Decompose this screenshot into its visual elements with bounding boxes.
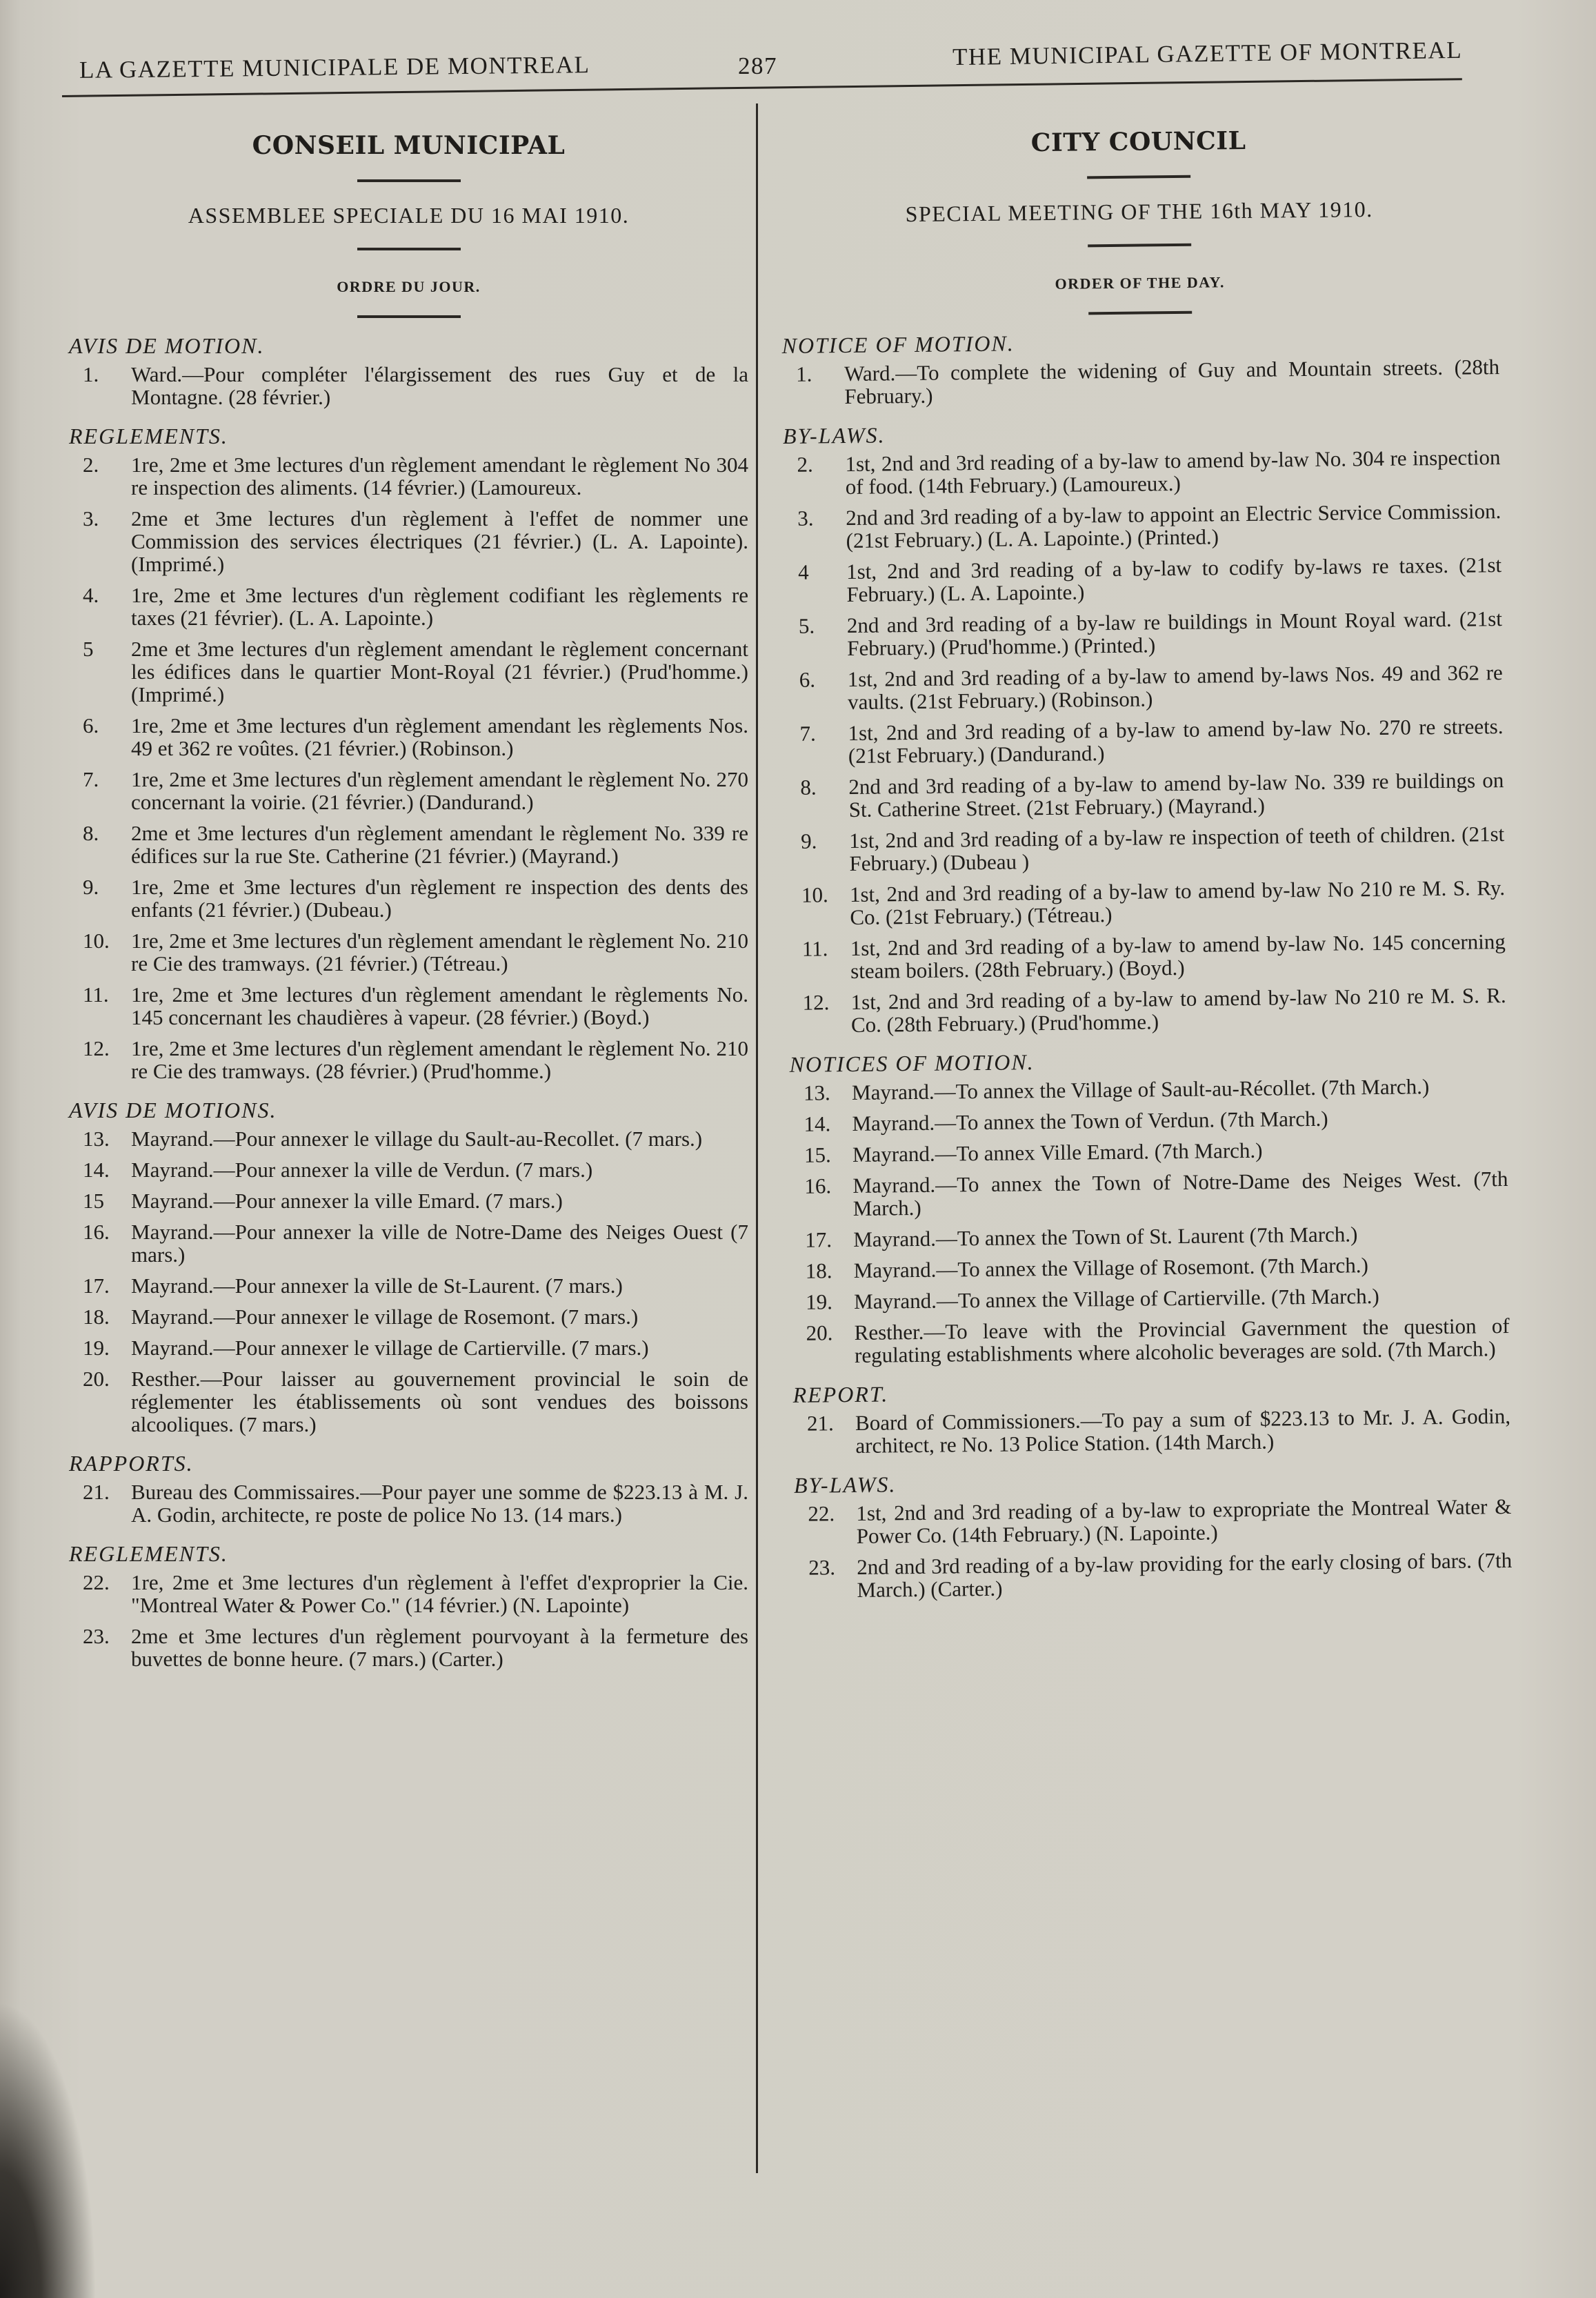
- section-heading: BY-LAWS.: [793, 1472, 897, 1498]
- section-heading: NOTICES OF MOTION.: [789, 1049, 1035, 1077]
- item-number: 7.: [83, 767, 99, 791]
- item-text: 1st, 2nd and 3rd reading of a by-law to codify by-laws re taxes. (21st February.) (L. A. Lapointe.): [846, 553, 1502, 607]
- item-text: Mayrand.—To annex Ville Emard. (7th March.): [852, 1138, 1263, 1167]
- title-rule: [1087, 175, 1190, 179]
- agenda-item: [792, 1314, 1510, 1367]
- item-text: Ward.—To complete the widening of Guy and Mountain streets. (28th February.): [844, 355, 1500, 409]
- item-text: 2me et 3me lectures d'un règlement amendant le règlement concernant les édifices dans le quartier Mont-Royal (21 février.) (Prud'homme.) (Imprimé.): [131, 637, 748, 706]
- item-text: Mayrand.—To annex the Town of St. Laurent (7th March.): [853, 1222, 1358, 1251]
- item-text: 1st, 2nd and 3rd reading of a by-law to amend by-law No. 145 concerning steam boilers. (28th February.) (Boyd.): [850, 929, 1506, 983]
- item-number: 10.: [83, 929, 110, 953]
- item-number: 18.: [83, 1305, 110, 1329]
- item-text: Resther.—To leave with the Provincial Gavernment the question of regulating establishments where alcoholic beverages are sold. (7th March.): [854, 1314, 1510, 1367]
- item-number: 16.: [83, 1220, 110, 1244]
- item-number: 20.: [806, 1320, 833, 1345]
- agenda-item: [790, 1105, 1507, 1136]
- header-english-title: THE MUNICIPAL GAZETTE OF MONTREAL: [952, 36, 1463, 71]
- agenda-item: [69, 1367, 748, 1436]
- agenda-item: [69, 1220, 748, 1266]
- section-heading: RAPPORTS.: [69, 1451, 194, 1476]
- item-number: 12.: [802, 990, 830, 1015]
- agenda-item: [788, 984, 1506, 1037]
- item-number: 4: [797, 559, 809, 584]
- section-heading: AVIS DE MOTIONS.: [69, 1098, 277, 1122]
- item-text: 1re, 2me et 3me lectures d'un règlement amendant le règlement No. 270 concernant la voirie. (21 février.) (Dandurand.): [131, 767, 748, 814]
- agenda-item: [795, 1549, 1513, 1602]
- agenda-item: [69, 584, 748, 629]
- section-heading: BY-LAWS.: [782, 422, 886, 448]
- agenda-item: [69, 1274, 748, 1297]
- item-number: 5.: [798, 613, 815, 638]
- item-number: 20.: [83, 1367, 110, 1391]
- item-text: Resther.—Pour laisser au gouvernement provincial le soin de réglementer les établissements où sont vendues des boissons alcooliques. (7 mars.): [131, 1367, 748, 1436]
- item-number: 22.: [83, 1570, 110, 1594]
- item-number: 16.: [804, 1173, 832, 1198]
- agenda-item: [792, 1252, 1509, 1282]
- agenda-item: [786, 661, 1504, 714]
- item-number: 11.: [801, 936, 828, 961]
- agenda-item: [69, 1127, 748, 1150]
- agenda-item: [69, 1037, 748, 1082]
- item-text: 2nd and 3rd reading of a by-law providing for the early closing of bars. (7th March.) (Carter.): [857, 1547, 1513, 1602]
- agenda-item: [69, 637, 748, 706]
- item-number: 6.: [83, 713, 99, 737]
- page-number: 287: [738, 52, 777, 79]
- item-text: Board of Commissioners.—To pay a sum of $223.13 to Mr. J. A. Godin, architect, re No. 13 Police Station. (14th March.): [855, 1404, 1511, 1458]
- item-text: 1st, 2nd and 3rd reading of a by-law re inspection of teeth of children. (21st February.) (Dubeau ): [849, 822, 1505, 875]
- subtitle-rule: [1088, 244, 1191, 248]
- item-text: 1re, 2me et 3me lectures d'un règlement amendant le règlements No. 145 concernant les chaudières à vapeur. (28 février.) (Boyd.): [131, 982, 748, 1029]
- agenda-item: [784, 553, 1502, 606]
- item-number: 8.: [83, 821, 99, 845]
- section-heading: REPORT.: [792, 1381, 889, 1407]
- item-number: 6.: [799, 667, 816, 692]
- agenda-item: [69, 1158, 748, 1181]
- title-rule: [357, 179, 461, 182]
- item-number: 5: [83, 637, 94, 661]
- item-number: 1.: [83, 362, 99, 386]
- item-text: 2nd and 3rd reading of a by-law re buildings in Mount Royal ward. (21st February.) (Prud'homme.) (Printed.): [846, 606, 1503, 661]
- item-number: 1.: [795, 361, 812, 386]
- item-text: Mayrand.—Pour annexer la ville de St-Laurent. (7 mars.): [131, 1274, 623, 1298]
- item-number: 22.: [808, 1501, 835, 1526]
- section-heading: NOTICE OF MOTION.: [781, 330, 1015, 358]
- agenda-item: [69, 929, 748, 975]
- item-text: 1re, 2me et 3me lectures d'un règlement amendant le règlement No 304 re inspection des aliments. (14 février.) (Lamoureux.: [131, 453, 748, 499]
- column-divider: [756, 103, 758, 2173]
- agenda-item: [69, 1336, 748, 1359]
- item-number: 13.: [803, 1080, 830, 1105]
- item-text: 2nd and 3rd reading of a by-law to appoint an Electric Service Commission. (21st February.) (L. A. Lapointe.) (Printed.): [846, 499, 1502, 553]
- item-number: 2.: [83, 453, 99, 477]
- item-text: Mayrand.—Pour annexer la ville de Notre-Dame des Neiges Ouest (7 mars.): [131, 1220, 748, 1267]
- item-text: 2nd and 3rd reading of a by-law to amend by-law No. 339 re buildings on St. Catherine Street. (21st February.) (Mayrand.): [848, 768, 1504, 822]
- agenda-item: [794, 1495, 1512, 1548]
- agenda-item: [786, 715, 1504, 768]
- item-text: Mayrand.—To annex the Village of Rosemont. (7th March.): [853, 1253, 1368, 1282]
- english-meeting-title: SPECIAL MEETING OF THE 16th MAY 1910.: [905, 196, 1373, 227]
- subtitle-rule: [357, 248, 461, 250]
- french-title: CONSEIL MUNICIPAL: [252, 131, 566, 160]
- agenda-item: [69, 507, 748, 575]
- item-text: 1st, 2nd and 3rd reading of a by-law to amend by-law No 210 re M. S. Ry. Co. (21st February.) (Tétreau.): [849, 875, 1506, 929]
- agenda-item: [790, 1167, 1508, 1220]
- agenda-item: [786, 769, 1504, 822]
- item-number: 23.: [83, 1624, 110, 1648]
- order-rule: [357, 315, 461, 318]
- item-text: Mayrand.—Pour annexer le village du Sault-au-Recollet. (7 mars.): [131, 1127, 703, 1151]
- item-number: 14.: [804, 1111, 831, 1136]
- agenda-item: [69, 1189, 748, 1212]
- item-number: 15: [83, 1189, 104, 1213]
- item-text: 1re, 2me et 3me lectures d'un règlement amendant le règlement No. 210 re Cie des tramways. (28 février.) (Prud'homme.): [131, 1036, 748, 1083]
- english-agenda: [781, 326, 1512, 1602]
- agenda-item: [791, 1221, 1508, 1251]
- agenda-item: [69, 768, 748, 813]
- item-text: Mayrand.—Pour annexer le village de Cartierville. (7 mars.): [131, 1336, 649, 1360]
- item-number: 17.: [83, 1274, 110, 1298]
- item-number: 21.: [806, 1411, 834, 1436]
- english-column: [779, 96, 1513, 1610]
- agenda-item: [787, 822, 1505, 875]
- item-number: 19.: [806, 1289, 833, 1314]
- item-number: 10.: [801, 882, 828, 907]
- item-text: Ward.—Pour compléter l'élargissement des rues Guy et de la Montagne. (28 février.): [131, 362, 748, 409]
- french-order-of-day: ORDRE DU JOUR.: [337, 278, 481, 295]
- binding-shadow: [0, 2001, 97, 2298]
- english-order-of-day: ORDER OF THE DAY.: [1055, 273, 1226, 293]
- agenda-item: [788, 876, 1506, 929]
- agenda-item: [793, 1405, 1511, 1458]
- item-text: Bureau des Commissaires.—Pour payer une somme de $223.13 à M. J. A. Godin, architecte, re poste de police No 13. (14 mars.): [131, 1480, 748, 1527]
- item-number: 13.: [83, 1127, 110, 1151]
- header-french-title: LA GAZETTE MUNICIPALE DE MONTREAL: [79, 51, 590, 83]
- item-text: 1re, 2me et 3me lectures d'un règlement amendant les règlements Nos. 49 et 362 re voûtes. (21 février.) (Robinson.): [131, 713, 748, 760]
- item-number: 3.: [83, 506, 99, 531]
- agenda-item: [792, 1283, 1509, 1314]
- item-number: 15.: [804, 1142, 831, 1167]
- item-text: 1re, 2me et 3me lectures d'un règlement à l'effet d'exproprier la Cie. "Montreal Water & Power Co." (14 février.) (N. Lapointe): [131, 1570, 748, 1617]
- item-number: 11.: [83, 982, 109, 1007]
- agenda-item: [782, 355, 1500, 408]
- item-number: 9.: [83, 875, 99, 899]
- agenda-item: [790, 1074, 1507, 1105]
- agenda-item: [785, 607, 1503, 660]
- item-text: Mayrand.—Pour annexer la ville Emard. (7 mars.): [131, 1189, 563, 1213]
- agenda-item: [69, 983, 748, 1029]
- item-text: 1st, 2nd and 3rd reading of a by-law to amend by-law No 210 re M. S. R. Co. (28th February.) (Prud'homme.): [850, 983, 1506, 1037]
- item-text: 1re, 2me et 3me lectures d'un règlement codifiant les règlements re taxes (21 février). (L. A. Lapointe.): [131, 583, 748, 630]
- item-text: 2me et 3me lectures d'un règlement à l'effet de nommer une Commission des services électriques (21 février.) (L. A. Lapointe). (Imprimé.): [131, 506, 748, 576]
- item-number: 3.: [797, 506, 814, 531]
- item-text: 1re, 2me et 3me lectures d'un règlement re inspection des dents des enfants (21 février.) (Dubeau.): [131, 875, 748, 922]
- item-text: 1st, 2nd and 3rd reading of a by-law to amend by-law No. 270 re streets. (21st February.) (Dandurand.): [848, 714, 1504, 769]
- section-heading: REGLEMENTS.: [69, 1541, 228, 1566]
- item-number: 23.: [808, 1555, 836, 1580]
- agenda-item: [790, 1136, 1508, 1167]
- order-rule: [1088, 311, 1192, 315]
- item-number: 9.: [801, 829, 817, 853]
- item-text: Mayrand.—Pour annexer la ville de Verdun. (7 mars.): [131, 1158, 593, 1182]
- agenda-item: [788, 930, 1506, 983]
- item-text: 1st, 2nd and 3rd reading of a by-law to amend by-laws Nos. 49 and 362 re vaults. (21st February.) (Robinson.): [847, 660, 1503, 715]
- item-number: 2.: [797, 452, 813, 477]
- item-text: 2me et 3me lectures d'un règlement pourvoyant à la fermeture des buvettes de bonne heure. (7 mars.) (Carter.): [131, 1624, 748, 1671]
- item-text: 2me et 3me lectures d'un règlement amendant le règlement No. 339 re édifices sur la rue Ste. Catherine (21 février.) (Mayrand.): [131, 821, 748, 868]
- agenda-item: [783, 446, 1501, 499]
- agenda-item: [69, 1571, 748, 1616]
- section-heading: REGLEMENTS.: [69, 424, 228, 448]
- section-heading: AVIS DE MOTION.: [69, 333, 265, 358]
- item-text: Mayrand.—To annex the Town of Verdun. (7th March.): [852, 1106, 1328, 1136]
- item-number: 4.: [83, 583, 99, 607]
- agenda-item: [69, 1625, 748, 1670]
- agenda-item: [69, 453, 748, 499]
- item-text: 1st, 2nd and 3rd reading of a by-law to amend by-law No. 304 re inspection of food. (14th February.) (Lamoureux.): [845, 445, 1501, 499]
- agenda-item: [784, 499, 1502, 553]
- english-title: CITY COUNCIL: [1030, 126, 1246, 158]
- french-column: [69, 103, 748, 1678]
- item-number: 18.: [805, 1258, 832, 1283]
- item-number: 12.: [83, 1036, 110, 1060]
- item-number: 21.: [83, 1480, 110, 1504]
- item-text: Mayrand.—Pour annexer le village de Rosemont. (7 mars.): [131, 1305, 639, 1329]
- item-number: 17.: [805, 1227, 832, 1252]
- item-number: 19.: [83, 1336, 110, 1360]
- item-text: Mayrand.—To annex the Town of Notre-Dame des Neiges West. (7th March.): [852, 1167, 1508, 1220]
- french-meeting-title: ASSEMBLEE SPECIALE DU 16 MAI 1910.: [188, 203, 630, 228]
- agenda-item: [69, 714, 748, 760]
- agenda-item: [69, 1305, 748, 1328]
- item-number: 14.: [83, 1158, 110, 1182]
- agenda-item: [69, 875, 748, 921]
- item-number: 8.: [800, 775, 817, 800]
- item-text: Mayrand.—To annex the Village of Sault-au-Récollet. (7th March.): [851, 1074, 1430, 1105]
- item-text: 1re, 2me et 3me lectures d'un règlement amendant le règlement No. 210 re Cie des tramways. (21 février.) (Tétreau.): [131, 929, 748, 975]
- agenda-item: [69, 822, 748, 867]
- item-number: 7.: [799, 721, 816, 746]
- agenda-item: [69, 1480, 748, 1526]
- french-agenda: [69, 333, 748, 1670]
- agenda-item: [69, 363, 748, 408]
- item-text: 1st, 2nd and 3rd reading of a by-law to expropriate the Montreal Water & Power Co. (14th February.) (N. Lapointe.): [856, 1494, 1512, 1548]
- item-text: Mayrand.—To annex the Village of Cartierville. (7th March.): [854, 1283, 1379, 1314]
